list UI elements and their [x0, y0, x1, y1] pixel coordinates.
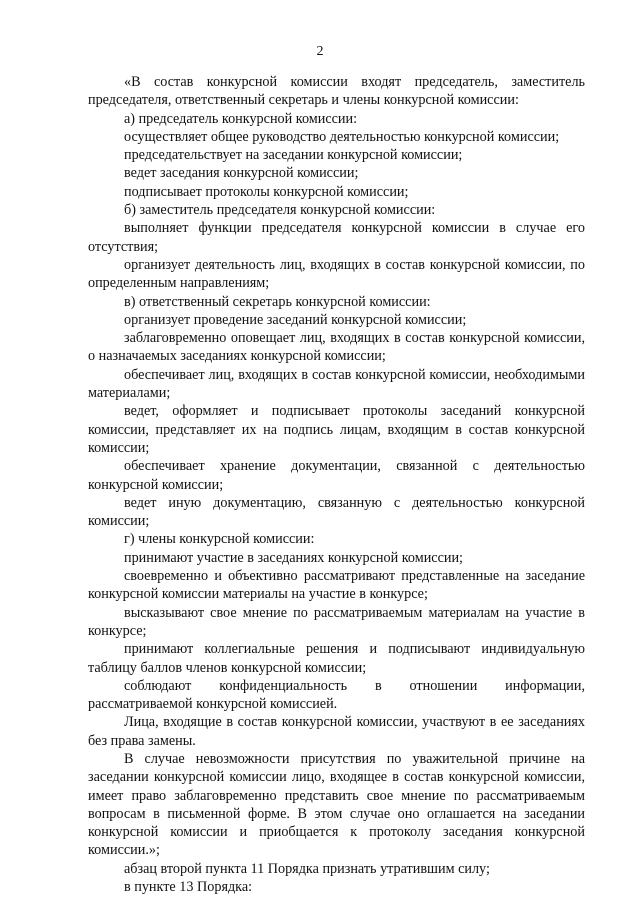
page-number: 2 — [316, 44, 324, 59]
document-body — [88, 73, 585, 896]
paragraph: заблаговременно оповещает лиц, входящих в состав конкурсной комиссии, о назначаемых заседаниях конкурсной комиссии; — [88, 330, 585, 365]
paragraph: в) ответственный секретарь конкурсной комиссии: — [124, 293, 431, 310]
paragraph: подписывает протоколы конкурсной комиссии; — [124, 183, 409, 200]
paragraph: абзац второй пункта 11 Порядка признать утратившим силу; — [124, 860, 490, 877]
paragraph: В случае невозможности присутствия по уважительной причине на заседании конкурсной комиссии лицо, входящее в состав конкурсной комиссии, имеет право заблаговременно представить свое мнение по рассматриваемым вопросам в письменной форме. В этом случае оно оглашается на заседании конкурсной комиссии и приобщается к протоколу заседания конкурсной комиссии.»; — [88, 750, 585, 859]
paragraph: г) члены конкурсной комиссии: — [124, 531, 315, 548]
paragraph: принимают участие в заседаниях конкурсной комиссии; — [124, 549, 464, 566]
paragraph: обеспечивает лиц, входящих в состав конкурсной комиссии, необходимыми материалами; — [88, 366, 585, 402]
paragraph: председательствует на заседании конкурсной комиссии; — [124, 147, 463, 164]
paragraph: ведет, оформляет и подписывает протоколы заседаний конкурсной комиссии, представляет их на подпись лицам, входящим в состав конкурсной комиссии; — [88, 403, 585, 456]
paragraph: принимают коллегиальные решения и подписывают индивидуальную таблицу баллов членов конкурсной комиссии; — [88, 641, 585, 676]
paragraph: соблюдают конфиденциальность в отношении информации, рассматриваемой конкурсной комиссией. — [88, 677, 585, 713]
paragraph: организует деятельность лиц, входящих в состав конкурсной комиссии, по определенным направлениям; — [88, 256, 585, 292]
paragraph: «В состав конкурсной комиссии входят председатель, заместитель председателя, ответственный секретарь и члены конкурсной комиссии: — [88, 74, 585, 109]
paragraph: высказывают свое мнение по рассматриваемым материалам на участие в конкурсе; — [88, 604, 585, 639]
paragraph: ведет заседания конкурсной комиссии; — [124, 165, 359, 182]
paragraph: осуществляет общее руководство деятельностью конкурсной комиссии; — [124, 128, 560, 145]
paragraph: обеспечивает хранение документации, связанной с деятельностью конкурсной комиссии; — [88, 458, 585, 493]
paragraph: Лица, входящие в состав конкурсной комиссии, участвуют в ее заседаниях без права замены. — [88, 714, 585, 749]
paragraph: ведет иную документацию, связанную с деятельностью конкурсной комиссии; — [88, 494, 585, 530]
paragraph: выполняет функции председателя конкурсной комиссии в случае его отсутствия; — [88, 220, 585, 255]
paragraph: а) председатель конкурсной комиссии: — [124, 110, 358, 127]
paragraph: в пункте 13 Порядка: — [124, 879, 253, 896]
paragraph: своевременно и объективно рассматривают представленные на заседание конкурсной комиссии материалы на участие в конкурсе; — [88, 568, 585, 603]
paragraph: б) заместитель председателя конкурсной комиссии: — [124, 202, 436, 219]
paragraph: организует проведение заседаний конкурсной комиссии; — [124, 311, 467, 328]
